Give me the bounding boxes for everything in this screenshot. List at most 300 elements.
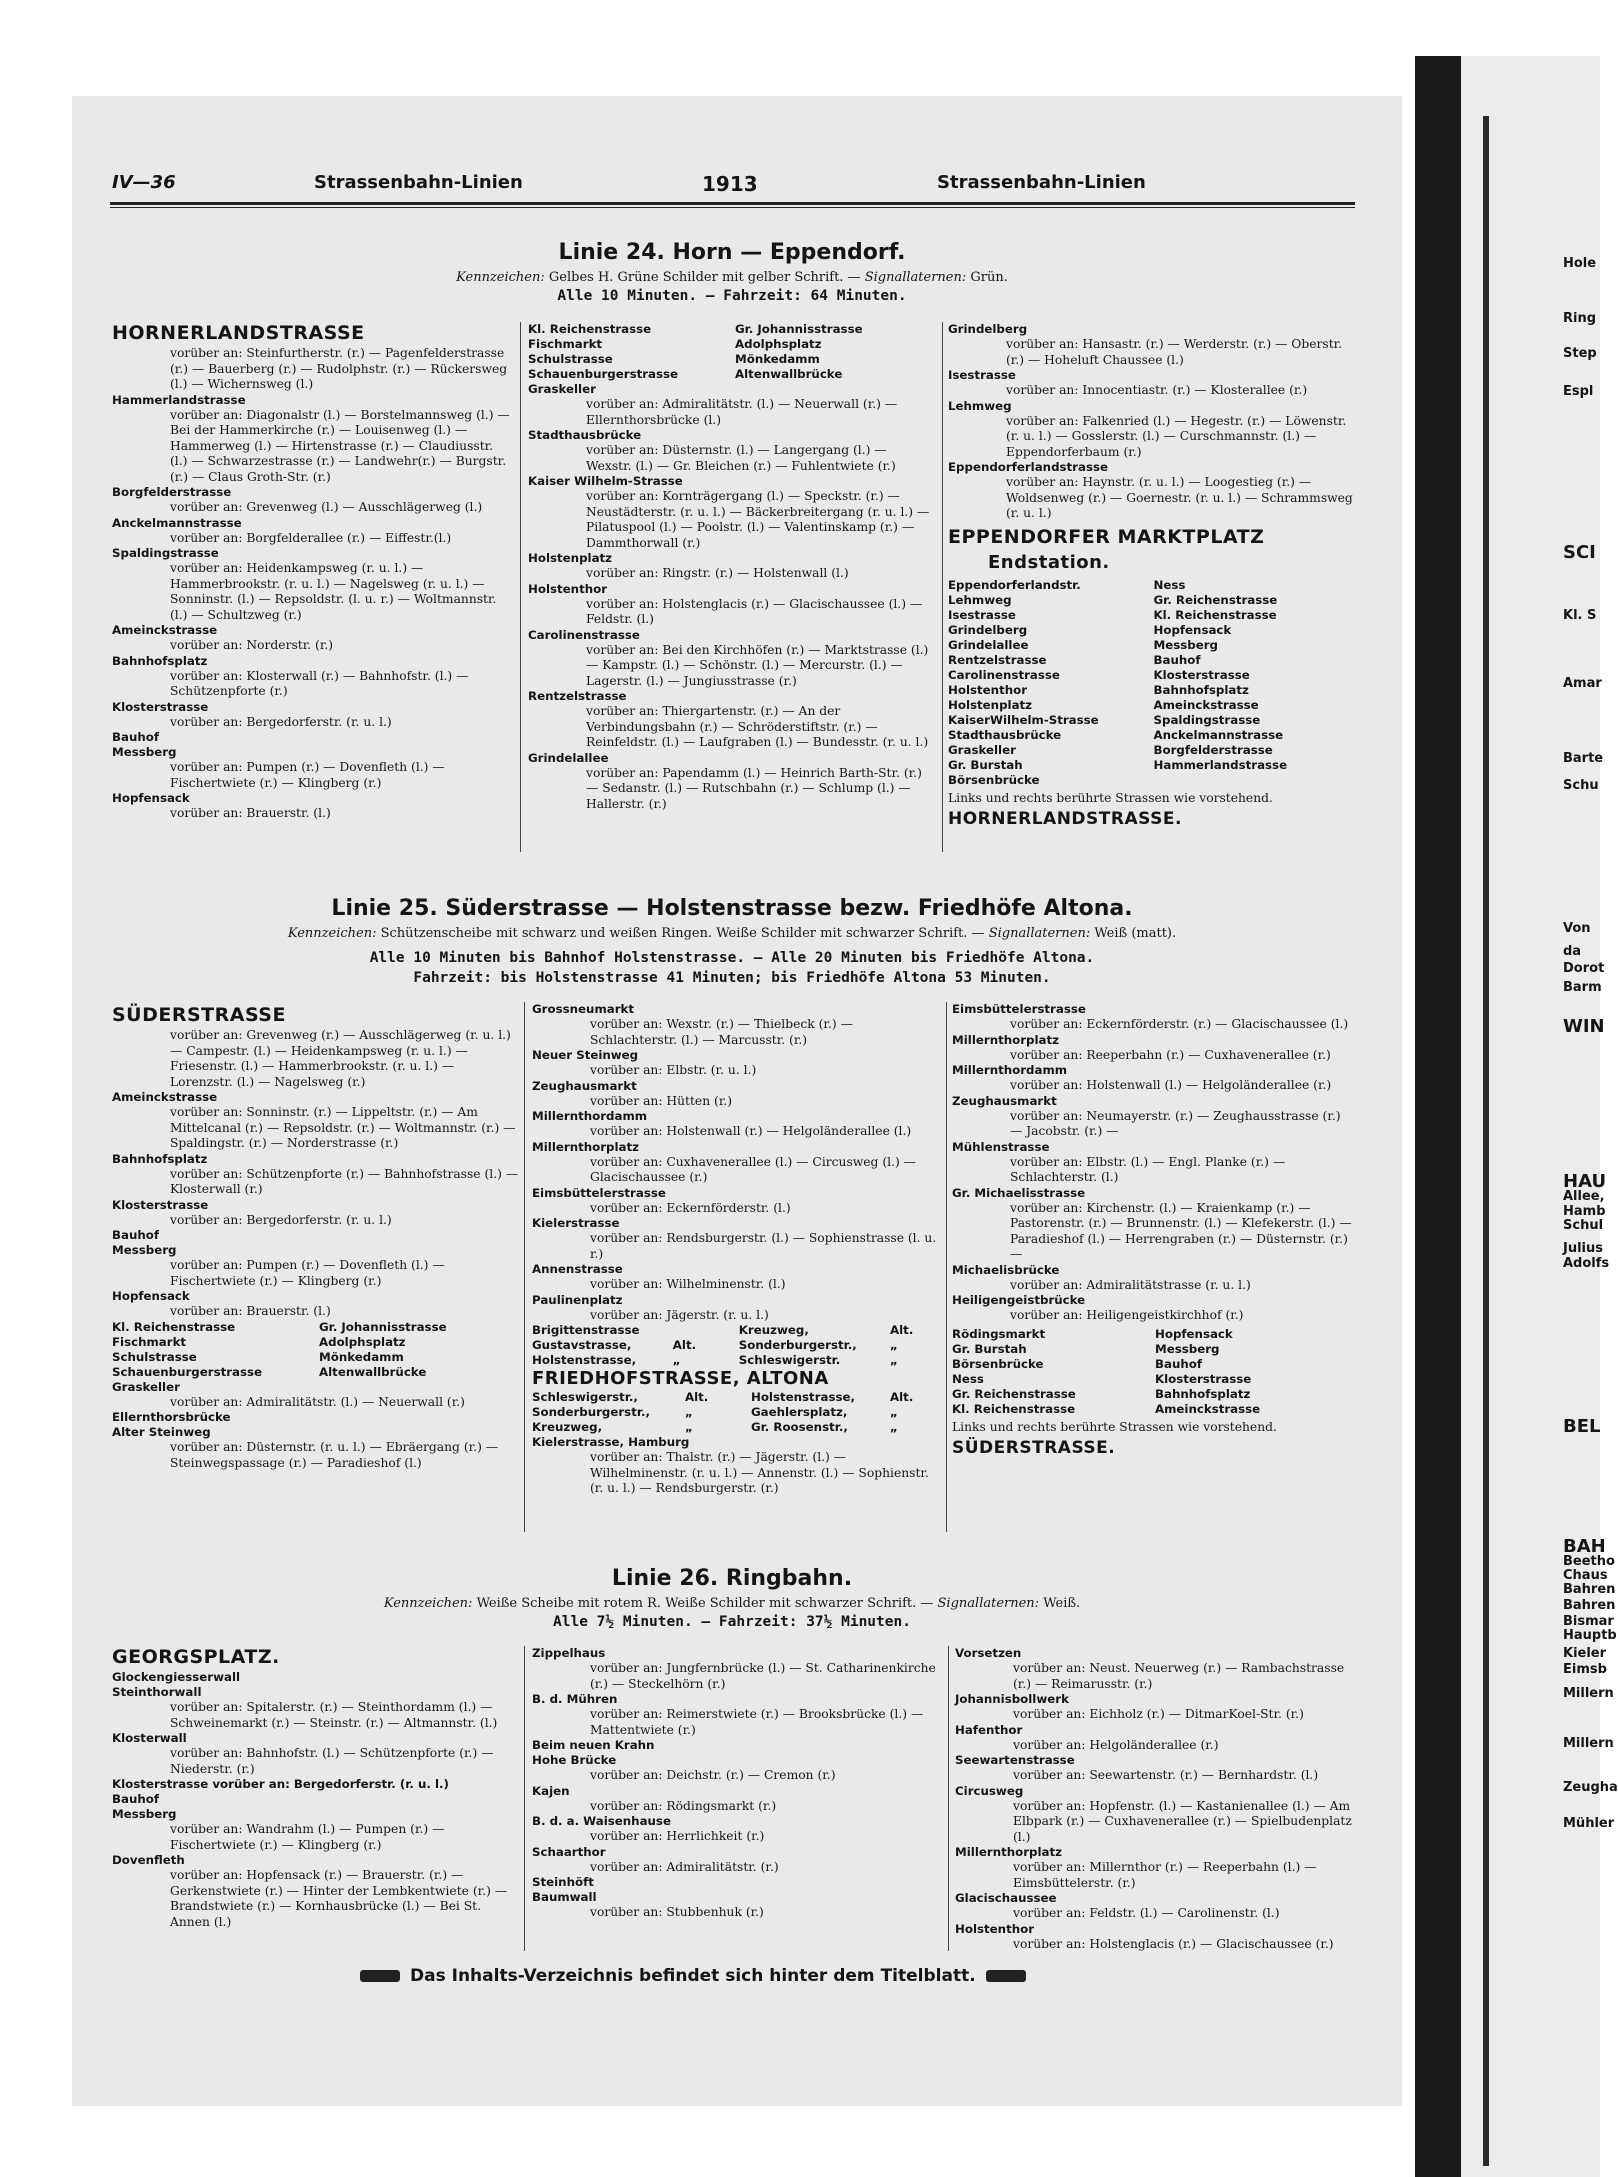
- passing-streets: vorüber an: Wexstr. (r.) — Thielbeck (r.) — Schlachterstr. (l.) — Marcusstr. (r.): [590, 1017, 853, 1047]
- passing-streets: vorüber an: Millernthor (r.) — Reeperbahn (l.) — Eimsbüttelerstr. (r.): [1013, 1860, 1317, 1890]
- stop-name: Alt.: [672, 1338, 697, 1352]
- stop-name: Johannisbollwerk: [955, 1692, 1069, 1706]
- adjacent-page-fragment: Ring: [1563, 311, 1597, 326]
- adjacent-page-fragment: BEL: [1563, 1416, 1601, 1437]
- stop-name: Gustavstrasse,: [532, 1338, 632, 1352]
- passing-streets: vorüber an: Bergedorferstr. (r. u. l.): [170, 714, 392, 729]
- stop-name: Alt.: [890, 1323, 914, 1337]
- stop-name: Fischmarkt: [528, 337, 603, 351]
- stop-name: Spaldingstrasse: [112, 546, 219, 560]
- stop-name: Gr. Burstah: [948, 757, 1023, 772]
- passing-streets: vorüber an: Wilhelminenstr. (l.): [590, 1277, 786, 1291]
- adjacent-page-fragment: Eimsb: [1563, 1662, 1607, 1677]
- stop-name: Kreuzweg,: [532, 1420, 603, 1434]
- stop-name: Borgfelderstrasse: [112, 485, 232, 499]
- stop-name: Grindelberg: [948, 322, 1028, 336]
- stop-name: Messberg: [112, 745, 177, 759]
- stop-name: Hammerlandstrasse: [112, 392, 246, 407]
- stop-name: „: [684, 1405, 693, 1419]
- stop-name: Brigittenstrasse: [532, 1323, 640, 1337]
- adjacent-page-fragment: Bismar: [1563, 1614, 1614, 1629]
- passing-streets: vorüber an: Admiralitätstr. (l.) — Neuerwall (r.) — Ellernthorsbrücke (l.): [586, 397, 898, 427]
- stop-name: Hafenthor: [955, 1722, 1023, 1737]
- passing-streets: vorüber an: Grevenweg (r.) — Ausschlägerweg (r. u. l.) — Campestr. (l.) — Heidenkampsweg (r. u. l.) — Friesenstr. (l.) — Hammerbrookstr. (r. u. l.) — Lorenzstr. (l.) — Nagelsweg (r.): [170, 1028, 511, 1089]
- stop-name: „: [890, 1420, 898, 1434]
- passing-streets: vorüber an: Schützenpforte (r.) — Bahnhofstrasse (l.) — Klosterwall (r.): [170, 1166, 519, 1196]
- stop-name: Kielerstrasse, Hamburg: [532, 1435, 690, 1449]
- passing-streets: vorüber an: Eckernförderstr. (r.) — Glacischaussee (l.): [1010, 1017, 1349, 1031]
- stop-name: Isestrasse: [948, 607, 1016, 622]
- stop-name: Michaelisbrücke: [952, 1262, 1060, 1277]
- stop-name: B. d. a. Waisenhause: [532, 1814, 671, 1828]
- stop-name: Kl. Reichenstrasse: [1153, 607, 1277, 622]
- stop-name: Grossneumarkt: [532, 1002, 635, 1016]
- passing-streets: vorüber an: Kornträgergang (l.) — Speckstr. (r.) — Neustädterstr. (r. u. l.) — Bäckerbreitergang (r. u. l.) — Pilatuspool (l.) — Poolstr. (l.) — Valentinskamp (r.) — Dammthorwall (r.): [586, 489, 930, 550]
- stop-name: Holstenstrasse,: [750, 1390, 855, 1404]
- stop-name: Vorsetzen: [955, 1646, 1022, 1660]
- linie25-kennzeichen: Kennzeichen: Schützenscheibe mit schwarz und weißen Ringen. Weiße Schilder mit schwarzer Schrift. — Signallaternen: Weiß (matt).: [287, 926, 1177, 941]
- header-left-title: Strassenbahn-Linien: [314, 172, 523, 193]
- adjacent-page-fragment: da: [1563, 944, 1582, 959]
- stop-name: Heiligengeistbrücke: [952, 1293, 1086, 1307]
- passing-streets: vorüber an: Feldstr. (l.) — Carolinenstr. (l.): [1013, 1906, 1280, 1920]
- passing-streets: vorüber an: Borgfelderallee (r.) — Eiffestr.(l.): [170, 530, 452, 545]
- passing-streets: vorüber an: Rendsburgerstr. (l.) — Sophienstrasse (l. u. r.): [590, 1231, 937, 1261]
- stop-name: Klosterstrasse: [1155, 1371, 1252, 1386]
- stop-name: Millernthorplatz: [955, 1845, 1063, 1859]
- passing-streets: vorüber an: Norderstr. (r.): [170, 638, 334, 652]
- stop-name: Holstenplatz: [528, 551, 613, 565]
- stop-name: Gr. Reichenstrasse: [1153, 592, 1278, 607]
- passing-streets: vorüber an: Holstenwall (l.) — Helgoländerallee (r.): [1010, 1078, 1332, 1092]
- stop-name: Annenstrasse: [532, 1262, 623, 1276]
- stop-name: Paulinenplatz: [532, 1292, 623, 1307]
- binding-shadow: [1415, 56, 1461, 2177]
- stop-name: Kreuzweg,: [738, 1323, 809, 1337]
- stop-name: Kl. Reichenstrasse: [528, 322, 652, 336]
- passing-streets: vorüber an: Innocentiastr. (r.) — Klosterallee (r.): [1006, 383, 1308, 397]
- stop-name: Grindelallee: [948, 637, 1029, 652]
- passing-streets: vorüber an: Heiligengeistkirchhof (r.): [1010, 1308, 1244, 1322]
- adjacent-page-fragment: Barte: [1563, 751, 1604, 766]
- passing-streets: vorüber an: Stubbenhuk (r.): [590, 1905, 764, 1919]
- terminus-heading: HORNERLANDSTRASSE: [112, 322, 365, 344]
- adjacent-page-fragment: Schul: [1563, 1218, 1604, 1233]
- column-divider: [942, 322, 943, 852]
- stop-name: Bahnhofsplatz: [1155, 1386, 1251, 1401]
- stop-name: Rentzelstrasse: [528, 689, 627, 703]
- stop-name: Bauhof: [112, 1228, 159, 1242]
- adjacent-page-fragment: Beetho: [1563, 1554, 1615, 1569]
- stop-name: Hammerlandstrasse: [1153, 757, 1288, 772]
- stop-name: Börsenbrücke: [948, 772, 1040, 787]
- adjacent-page-fragment: Zeugha: [1563, 1780, 1618, 1795]
- stop-name: Ness: [1153, 577, 1186, 592]
- stop-name: Dovenfleth: [112, 1853, 185, 1867]
- stop-name: Ameinckstrasse: [112, 1090, 218, 1104]
- linie24-info: Alle 10 Minuten. — Fahrzeit: 64 Minuten.: [557, 288, 907, 304]
- stop-name: Circusweg: [955, 1783, 1024, 1798]
- linie26-column-1: [112, 1644, 517, 1930]
- stop-name: Stadthausbrücke: [528, 428, 642, 442]
- adjacent-page-fragment: Kieler: [1563, 1646, 1607, 1661]
- stop-name: Holstenthor: [955, 1921, 1035, 1936]
- pointing-hand-icon: [360, 1970, 400, 1982]
- passing-streets: vorüber an: Brauerstr. (l.): [170, 806, 331, 820]
- stop-name: Bauhof: [1153, 652, 1201, 667]
- stop-name: Holstenthor: [948, 682, 1028, 697]
- linie24-column-2: [528, 322, 936, 812]
- stop-name: Millernthorplatz: [532, 1139, 640, 1154]
- passing-streets: vorüber an: Grevenweg (l.) — Ausschlägerweg (l.): [170, 500, 483, 514]
- stop-name: Kl. Reichenstrasse: [952, 1401, 1076, 1416]
- passing-streets: vorüber an: Kirchenstr. (l.) — Kraienkamp (r.) — Pastorenstr. (r.) — Brunnenstr. (l.) — Klefekerstr. (l.) — Paradieshof (l.) — Herrengraben (r.) — Düsternstr. (r.) —: [1010, 1200, 1352, 1261]
- header-right-title: Strassenbahn-Linien: [937, 172, 1146, 193]
- stop-name: Hopfensack: [1155, 1326, 1233, 1341]
- stop-name: „: [684, 1420, 693, 1434]
- linie24-kennzeichen: Kennzeichen: Gelbes H. Grüne Schilder mit gelber Schrift. — Signallaternen: Grün.: [456, 270, 1008, 285]
- stop-name: „: [672, 1353, 681, 1367]
- passing-streets: vorüber an: Elbstr. (r. u. l.): [590, 1063, 757, 1077]
- stop-name: Kl. Reichenstrasse: [112, 1319, 236, 1334]
- stop-name: Kaiser Wilhelm-Strasse: [528, 474, 683, 488]
- stop-name: Glacischaussee: [955, 1891, 1057, 1905]
- stop-name: Ameinckstrasse: [1155, 1401, 1261, 1416]
- stop-name: Ameinckstrasse: [1153, 697, 1259, 712]
- passing-streets: vorüber an: Reeperbahn (r.) — Cuxhavenerallee (r.): [1010, 1047, 1331, 1062]
- page-number: IV—36: [112, 172, 176, 193]
- stop-name: Eppendorferlandstrasse: [948, 460, 1108, 474]
- linie25-column-1: [112, 1002, 520, 1471]
- stop-name: Schauenburgerstrasse: [528, 367, 679, 381]
- passing-streets: vorüber an: Admiralitätstr. (r.): [590, 1859, 779, 1874]
- stop-name: Schulstrasse: [528, 352, 613, 366]
- passing-streets: vorüber an: Brauerstr. (l.): [170, 1304, 331, 1318]
- passing-streets: vorüber an: Holstenwall (r.) — Helgoländerallee (l.): [590, 1124, 912, 1138]
- linie26-info: Alle 7½ Minuten. — Fahrzeit: 37½ Minuten.: [553, 1614, 911, 1630]
- stop-name: Adolphsplatz: [735, 337, 822, 351]
- endstation-title: EPPENDORFER MARKTPLATZ: [948, 525, 1265, 548]
- stop-name: „: [890, 1353, 898, 1367]
- linie26-kennzeichen: Kennzeichen: Weiße Scheibe mit rotem R. Weiße Schilder mit schwarzer Schrift. — Signallaternen: Weiß.: [383, 1596, 1081, 1611]
- stop-name: Alt.: [684, 1390, 709, 1404]
- passing-streets: vorüber an: Pumpen (r.) — Dovenfleth (l.) — Fischertwiete (r.) — Klingberg (r.): [170, 760, 445, 790]
- passing-streets: vorüber an: Düsternstr. (r. u. l.) — Ebräergang (r.) — Steinwegspassage (r.) — Paradieshof (l.): [170, 1440, 499, 1470]
- stop-name: Lehmweg: [948, 398, 1012, 413]
- passing-streets: vorüber an: Rödingsmarkt (r.): [590, 1798, 777, 1813]
- passing-streets: vorüber an: Klosterwall (r.) — Bahnhofstr. (l.) — Schützenpforte (r.): [170, 668, 469, 698]
- linie25-title: Linie 25. Süderstrasse — Holstenstrasse bezw. Friedhöfe Altona.: [331, 896, 1133, 921]
- stop-name: Gr. Burstah: [952, 1341, 1027, 1356]
- stop-name: „: [890, 1405, 898, 1419]
- stop-name: „: [890, 1338, 898, 1352]
- stop-name: Hopfensack: [112, 1289, 190, 1303]
- stop-name: B. d. Mühren: [532, 1692, 618, 1706]
- adjacent-page-fragment: Hauptb: [1563, 1628, 1617, 1643]
- stop-name: Gr. Reichenstrasse: [952, 1386, 1076, 1401]
- header-rule: [110, 202, 1355, 208]
- passing-streets: vorüber an: Bergedorferstr. (r. u. l.): [170, 1212, 392, 1227]
- friedhofstrasse-heading: FRIEDHOFSTRASSE, ALTONA: [532, 1368, 829, 1389]
- adjacent-page-fragment: Barm: [1563, 980, 1602, 995]
- stop-name: Graskeller: [112, 1379, 180, 1394]
- passing-streets: vorüber an: Jungfernbrücke (l.) — St. Catharinenkirche (r.) — Steckelhörn (r.): [590, 1661, 936, 1691]
- linie25-info-1: Alle 10 Minuten bis Bahnhof Holstenstrasse. — Alle 20 Minuten bis Friedhöfe Altona.: [369, 950, 1095, 966]
- linie24-title: Linie 24. Horn — Eppendorf.: [558, 240, 906, 265]
- passing-streets: vorüber an: Falkenried (l.) — Hegestr. (r.) — Löwenstr. (r. u. l.) — Gosslerstr. (l.) — Curschmannstr. (l.) — Eppendorferbaum (r.): [1006, 413, 1347, 459]
- passing-streets: vorüber an: Steinfurtherstr. (r.) — Pagenfelderstrasse (r.) — Bauerberg (r.) — Rudolphstr. (r.) — Rückersweg (l.) — Wichernsweg (l.): [170, 346, 508, 391]
- endstation-final: HORNERLANDSTRASSE.: [948, 809, 1182, 829]
- passing-streets: vorüber an: Seewartenstr. (r.) — Bernhardstr. (l.): [1013, 1768, 1319, 1782]
- passing-streets: vorüber an: Neumayerstr. (r.) — Zeughausstrasse (r.) — Jacobstr. (r.) —: [1010, 1108, 1341, 1138]
- stop-name: Stadthausbrücke: [948, 727, 1062, 742]
- adjacent-page-fragment: HAU: [1563, 1171, 1607, 1192]
- stop-name: [673, 1323, 733, 1338]
- footer-note: Das Inhalts-Verzeichnis befindet sich hinter dem Titelblatt.: [350, 1966, 1150, 1986]
- linie26-column-2: [532, 1646, 942, 1921]
- stop-name: Eppendorferlandstr.: [948, 577, 1081, 592]
- stop-name: Zippelhaus: [532, 1646, 606, 1660]
- stop-name: Mönkedamm: [735, 352, 820, 366]
- page-fold: [1483, 116, 1489, 2166]
- adjacent-page-fragment: Millern: [1563, 1736, 1614, 1751]
- stop-name: Mönkedamm: [319, 1349, 404, 1364]
- column-divider: [520, 322, 521, 852]
- stop-name: Gr. Johannisstrasse: [319, 1319, 447, 1334]
- linie25-column-3: [952, 1002, 1352, 1461]
- stop-name: Hopfensack: [1153, 622, 1232, 637]
- passing-streets: vorüber an: Papendamm (l.) — Heinrich Barth-Str. (r.) — Sedanstr. (l.) — Rutschbahn (r.) — Schlump (l.) — Hallerstr. (r.): [586, 765, 922, 811]
- adjacent-page-fragment: Mühler: [1563, 1816, 1615, 1831]
- stop-name: Beim neuen Krahn: [532, 1738, 655, 1752]
- stop-name: Kajen: [532, 1783, 570, 1798]
- stop-name: Fischmarkt: [112, 1334, 187, 1349]
- header-year: 1913: [702, 172, 758, 196]
- passing-streets: vorüber an: Thiergartenstr. (r.) — An der Verbindungsbahn (r.) — Schröderstiftstr. (r.) — Reinfeldstr. (l.) — Laufgraben (l.) — Bundesstr. (r. u. l.): [586, 704, 929, 749]
- stop-name: Millernthordamm: [532, 1109, 648, 1123]
- passing-streets: vorüber an: Cuxhavenerallee (l.) — Circusweg (l.) — Glacischaussee (r.): [590, 1154, 916, 1184]
- stop-name: Kielerstrasse: [532, 1216, 620, 1230]
- passing-streets: vorüber an: Holstenglacis (r.) — Glacischaussee (l.) — Feldstr. (l.): [586, 596, 923, 626]
- adjacent-page-fragment: Bahren: [1563, 1582, 1616, 1597]
- stop-name: Alter Steinweg: [112, 1425, 211, 1439]
- stop-name: Neuer Steinweg: [532, 1048, 639, 1062]
- passing-streets: vorüber an: Eckernförderstr. (l.): [590, 1200, 791, 1215]
- column-divider: [524, 1646, 525, 1951]
- endstation-label: Endstation.: [988, 551, 1110, 573]
- stop-name: Hohe Brücke: [532, 1753, 617, 1767]
- stop-name: Zeughausmarkt: [952, 1093, 1057, 1108]
- stop-name: Graskeller: [528, 382, 596, 396]
- stop-name: Klosterstrasse: [112, 1197, 209, 1212]
- passing-streets: vorüber an: Ringstr. (r.) — Holstenwall (l.): [586, 566, 849, 580]
- passing-streets: vorüber an: Admiralitätstrasse (r. u. l.): [1010, 1277, 1251, 1292]
- stop-name: Steinhöft: [532, 1875, 594, 1889]
- stop-name: Holstenstrasse,: [532, 1353, 637, 1367]
- stop-name: Bauhof: [112, 1792, 159, 1806]
- passing-streets: vorüber an: Holstenglacis (r.) — Glacischaussee (r.): [1013, 1936, 1334, 1951]
- terminus-heading: SÜDERSTRASSE: [112, 1004, 286, 1026]
- stop-name: Gr. Roosenstr.,: [750, 1420, 848, 1434]
- endstation-note: Links und rechts berührte Strassen wie vorstehend.: [948, 790, 1273, 805]
- column-divider: [948, 1646, 949, 1951]
- stop-name: Börsenbrücke: [952, 1356, 1044, 1371]
- passing-streets: vorüber an: Eichholz (r.) — DitmarKoel-Str. (r.): [1013, 1707, 1304, 1721]
- adjacent-page-fragment: SCI: [1563, 542, 1596, 563]
- adjacent-page-fragment: Hole: [1563, 256, 1597, 271]
- passing-streets: vorüber an: Bei den Kirchhöfen (r.) — Marktstrasse (l.) — Kampstr. (l.) — Schönstr. (l.) — Mercurstr. (l.) — Lagerstr. (l.) — Jungiusstrasse (r.): [586, 642, 929, 688]
- terminus-heading: GEORGSPLATZ.: [112, 1646, 280, 1668]
- stop-name: Baumwall: [532, 1890, 597, 1904]
- adjacent-page-fragment: Chaus: [1563, 1568, 1608, 1583]
- stop-name: Klosterwall: [112, 1731, 187, 1745]
- adjacent-page-fragment: Allee,: [1563, 1189, 1605, 1204]
- stop-name: Anckelmannstrasse: [112, 515, 242, 530]
- stop-name: Klosterstrasse: [112, 699, 209, 714]
- stop-name: Graskeller: [948, 742, 1016, 757]
- passing-streets: vorüber an: Hopfenstr. (l.) — Kastanienallee (l.) — Am Elbpark (r.) — Cuxhavenerallee (r.) — Spielbudenplatz (l.): [1013, 1798, 1352, 1844]
- stop-name: Ness: [952, 1371, 984, 1386]
- stop-name: Steinthorwall: [112, 1685, 202, 1699]
- adjacent-page-fragment: Von: [1563, 921, 1591, 936]
- stop-name: KaiserWilhelm-Strasse: [948, 712, 1099, 727]
- stop-name: Ellernthorsbrücke: [112, 1410, 231, 1424]
- stop-name: Millernthordamm: [952, 1063, 1068, 1077]
- stop-name: Adolphsplatz: [319, 1334, 406, 1349]
- passing-streets: vorüber an: Hopfensack (r.) — Brauerstr. (r.) — Gerkenstwiete (r.) — Hinter der Lembkentwiete (r.) — Brandstwiete (r.) — Kornhausbrücke (l.) — Bei St. Annen (l.): [170, 1868, 508, 1929]
- stop-name: Holstenthor: [528, 581, 608, 596]
- passing-streets: vorüber an: Sonninstr. (r.) — Lippeltstr. (r.) — Am Mittelcanal (r.) — Repsoldstr. (r.) — Woltmannstr. (r.) — Spaldingstr. (r.) — Norderstrasse (r.): [170, 1105, 516, 1150]
- passing-streets: vorüber an: Hansastr. (r.) — Werderstr. (r.) — Oberstr. (r.) — Hoheluft Chaussee (l.): [1006, 337, 1343, 367]
- stop-name: Messberg: [1155, 1341, 1220, 1356]
- linie24-column-3: [948, 322, 1353, 832]
- passing-streets: vorüber an: Düsternstr. (l.) — Langergang (l.) — Wexstr. (l.) — Gr. Bleichen (r.) — Fuhlentwiete (r.): [586, 443, 896, 473]
- linie25-end-note: Links und rechts berührte Strassen wie vorstehend.: [952, 1419, 1277, 1434]
- passing-streets: vorüber an: Pumpen (r.) — Dovenfleth (l.) — Fischertwiete (r.) — Klingberg (r.): [170, 1258, 445, 1288]
- stop-name: Sonderburgerstr.,: [532, 1405, 650, 1419]
- passing-streets: vorüber an: Herrlichkeit (r.): [590, 1829, 765, 1843]
- pointing-hand-icon: [986, 1970, 1026, 1982]
- linie25-end-final: SÜDERSTRASSE.: [952, 1438, 1116, 1458]
- adjacent-page-fragment: BAH: [1563, 1536, 1606, 1557]
- column-divider: [524, 1002, 525, 1532]
- passing-streets: vorüber an: Neust. Neuerweg (r.) — Rambachstrasse (r.) — Reimarusstr. (r.): [1013, 1661, 1345, 1691]
- stop-name: Gaehlersplatz,: [750, 1405, 848, 1419]
- stop-name: Schleswigerstr.: [738, 1353, 841, 1367]
- passing-streets: vorüber an: Diagonalstr (l.) — Borstelmannsweg (l.) — Bei der Hammerkirche (r.) — Louisenweg (l.) — Hammerweg (l.) — Hirtenstrasse (r.) — Claudiusstr. (l.) — Schwarzestrasse (r.) — Landwehr(r.) — Burgstr. (r.) — Claus Groth-Str. (r.): [170, 407, 510, 484]
- stop-name: Carolinenstrasse: [948, 667, 1060, 682]
- stop-name: Carolinenstrasse: [528, 627, 640, 642]
- stop-name: [1154, 773, 1354, 788]
- stop-name: Grindelberg: [948, 622, 1028, 637]
- adjacent-page-fragment: Kl. S: [1563, 608, 1597, 623]
- stop-name: Gr. Johannisstrasse: [735, 322, 863, 336]
- adjacent-page-fragment: Step: [1563, 346, 1597, 361]
- passing-streets: vorüber an: Heidenkampsweg (r. u. l.) — Hammerbrookstr. (r. u. l.) — Nagelsweg (r. u. l.) — Sonninstr. (l.) — Repsoldstr. (l. u. r.) — Woltmannstr. (l.) — Schultzweg (r.): [170, 561, 497, 622]
- stop-name: Eimsbüttelerstrasse: [532, 1185, 666, 1200]
- passing-streets: vorüber an: Thalstr. (r.) — Jägerstr. (l.) — Wilhelminenstr. (r. u. l.) — Annenstr. (l.) — Sophienstr. (r. u. l.) — Rendsburgerstr. (r.): [590, 1450, 929, 1495]
- adjacent-page-fragment: Bahren: [1563, 1598, 1616, 1613]
- stop-name: Bahnhofsplatz: [112, 1151, 208, 1166]
- stop-name: Altenwallbrücke: [735, 367, 843, 381]
- stop-name: Bauhof: [1155, 1356, 1202, 1371]
- stop-name: Millernthorplatz: [952, 1032, 1060, 1047]
- stop-name: Anckelmannstrasse: [1153, 727, 1284, 742]
- adjacent-page-fragment: Adolfs: [1563, 1256, 1610, 1271]
- passing-streets: vorüber an: Wandrahm (l.) — Pumpen (r.) — Fischertwiete (r.) — Klingberg (r.): [170, 1822, 445, 1852]
- stop-name: Schauenburgerstrasse: [112, 1364, 263, 1379]
- passing-streets: vorüber an: Admiralitätstr. (l.) — Neuerwall (r.): [170, 1394, 465, 1409]
- stop-name: Seewartenstrasse: [955, 1753, 1075, 1767]
- stop-name: Schulstrasse: [112, 1349, 197, 1364]
- stop-name: Bahnhofsplatz: [1153, 682, 1249, 697]
- stop-name: Klosterstrasse: [1153, 667, 1250, 682]
- stop-name: Messberg: [112, 1807, 177, 1821]
- stop-name: Altenwallbrücke: [319, 1364, 427, 1379]
- stop-name: Rödingsmarkt: [952, 1326, 1046, 1341]
- adjacent-page-fragment: WIN: [1563, 1016, 1605, 1037]
- stop-name: Messberg: [112, 1243, 177, 1257]
- stop-name: Klosterstrasse vorüber an: Bergedorferstr. (r. u. l.): [112, 1777, 449, 1791]
- stop-name: Schaarthor: [532, 1844, 606, 1859]
- adjacent-page-fragment: Amar: [1563, 676, 1602, 691]
- stop-name: Alt.: [890, 1390, 914, 1404]
- adjacent-page-fragment: Millern: [1563, 1686, 1614, 1701]
- passing-streets: vorüber an: Jägerstr. (r. u. l.): [590, 1307, 769, 1322]
- passing-streets: vorüber an: Bahnhofstr. (l.) — Schützenpforte (r.) — Niederstr. (r.): [170, 1746, 494, 1776]
- stop-name: Holstenplatz: [948, 697, 1033, 712]
- stop-name: Gr. Michaelisstrasse: [952, 1185, 1086, 1200]
- passing-streets: vorüber an: Reimerstwiete (r.) — Brooksbrücke (l.) — Mattentwiete (r.): [590, 1707, 924, 1737]
- linie24-column-1: [112, 320, 512, 822]
- linie25-info-2: Fahrzeit: bis Holstenstrasse 41 Minuten; bis Friedhöfe Altona 53 Minuten.: [413, 970, 1051, 986]
- passing-streets: vorüber an: Spitalerstr. (r.) — Steinthordamm (l.) — Schweinemarkt (r.) — Steinstr. (r.) — Altmannstr. (l.): [170, 1700, 498, 1730]
- stop-name: Bahnhofsplatz: [112, 653, 208, 668]
- adjacent-page-fragment: Espl: [1563, 384, 1594, 399]
- passing-streets: vorüber an: Elbstr. (l.) — Engl. Planke (r.) — Schlachterstr. (l.): [1010, 1154, 1286, 1184]
- stop-name: Hopfensack: [112, 791, 190, 805]
- stop-name: Ameinckstrasse: [112, 623, 218, 637]
- column-divider: [946, 1002, 947, 1532]
- linie26-title: Linie 26. Ringbahn.: [611, 1566, 853, 1591]
- adjacent-page-fragment: Schu: [1563, 778, 1599, 793]
- adjacent-page-fragment: Julius: [1563, 1241, 1603, 1256]
- stop-name: Spaldingstrasse: [1153, 712, 1261, 727]
- passing-streets: vorüber an: Helgoländerallee (r.): [1013, 1737, 1219, 1752]
- linie26-column-3: [955, 1646, 1355, 1952]
- stop-name: Sonderburgerstr.,: [738, 1338, 857, 1352]
- stop-name: Lehmweg: [948, 592, 1012, 607]
- stop-name: Grindelallee: [528, 750, 609, 765]
- stop-name: Zeughausmarkt: [532, 1078, 637, 1093]
- passing-streets: vorüber an: Haynstr. (r. u. l.) — Loogestieg (r.) — Woldsenweg (r.) — Goernestr. (r. u. l.) — Schrammsweg (r. u. l.): [1006, 475, 1353, 520]
- adjacent-page-edge: [1415, 56, 1618, 2177]
- passing-streets: vorüber an: Deichstr. (r.) — Cremon (r.): [590, 1768, 836, 1782]
- stop-name: Messberg: [1153, 637, 1218, 652]
- stop-name: Eimsbüttelerstrasse: [952, 1002, 1086, 1016]
- linie25-column-2: [532, 1002, 940, 1497]
- stop-name: Borgfelderstrasse: [1153, 742, 1273, 757]
- stop-name: Isestrasse: [948, 368, 1016, 382]
- stop-name: Schleswigerstr.,: [532, 1390, 638, 1404]
- adjacent-page-fragment: Hamb: [1563, 1204, 1606, 1219]
- stop-name: Mühlenstrasse: [952, 1139, 1050, 1154]
- stop-name: Bauhof: [112, 730, 159, 744]
- stop-name: Glockengiesserwall: [112, 1670, 241, 1684]
- stop-name: Rentzelstrasse: [948, 652, 1047, 667]
- passing-streets: vorüber an: Hütten (r.): [590, 1093, 733, 1108]
- adjacent-page-fragment: Dorot: [1563, 961, 1605, 976]
